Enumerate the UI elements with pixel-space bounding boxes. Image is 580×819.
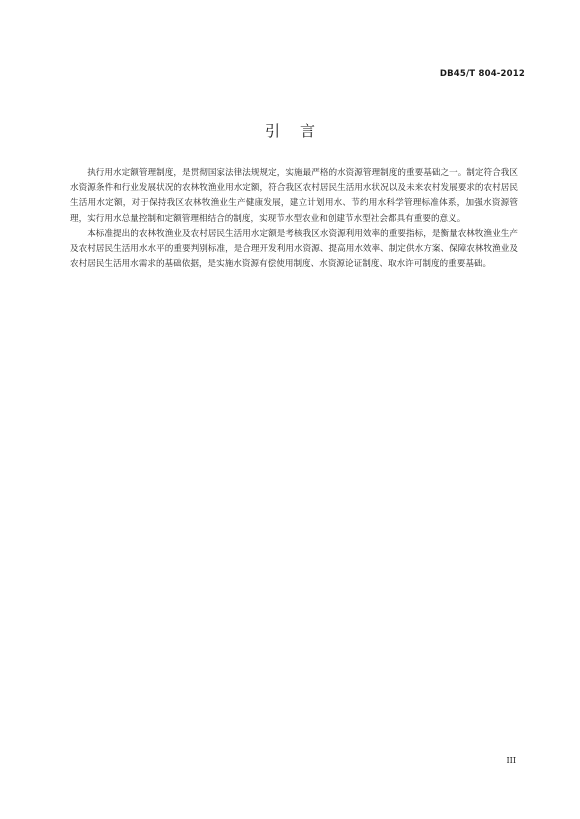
- paragraph-1: 执行用水定额管理制度，是贯彻国家法律法规规定，实施最严格的水资源管理制度的重要基础之一。制定符合我区水资源条件和行业发展状况的农林牧渔业用水定额，符合我区农村居民生活用水状况以及未来农村发展要求的农村居民生活用水定额，对于保持我区农林牧渔业生产健康发展，建立计划用水、节约用水科学管理标准体系，加强水资源管理，实行用水总量控制和定额管理相结合的制度，实现节水型农业和创建节水型社会都具有重要的意义。: [70, 168, 518, 224]
- document-code: DB45/T 804-2012: [439, 69, 525, 79]
- page-number: III: [506, 756, 516, 765]
- paragraph-2: 本标准提出的农林牧渔业及农村居民生活用水定额是考核我区水资源利用效率的重要指标，是衡量农林牧渔业生产及农村居民生活用水水平的重要判别标准，是合理开发利用水资源、提高用水效率、制定供水方案、保障农林牧渔业及农村居民生活用水需求的基础依据，是实施水资源有偿使用制度、水资源论证制度、取水许可制度的重要基础。: [70, 228, 518, 270]
- section-title: 引言: [264, 122, 335, 140]
- body-text: [70, 166, 518, 272]
